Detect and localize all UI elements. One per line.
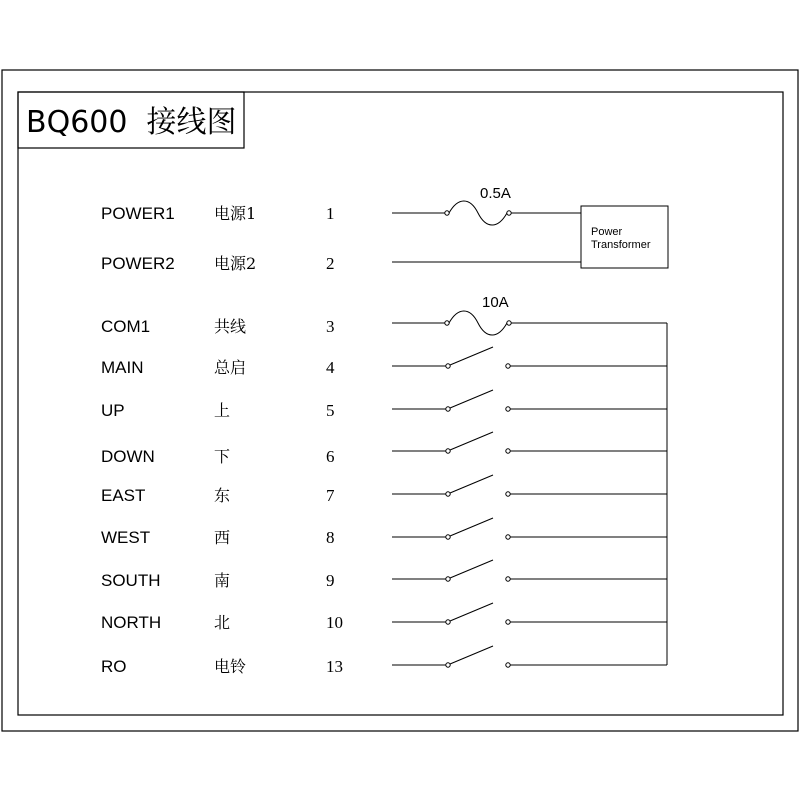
- terminal-name-north: NORTH: [101, 613, 162, 632]
- switch-contact-right: [506, 535, 510, 539]
- terminal-name-com1: COM1: [101, 317, 151, 336]
- switch-contact-left: [446, 449, 450, 453]
- com-section: [392, 294, 667, 665]
- switch-contact-right: [506, 663, 510, 667]
- terminal-num-up: 5: [326, 401, 335, 420]
- switch-contact-right: [506, 449, 510, 453]
- switch-contact-left: [446, 407, 450, 411]
- switch-contact-right: [506, 620, 510, 624]
- terminal-cn-power1: 电源1: [214, 204, 257, 223]
- terminal-num-com1: 3: [326, 317, 335, 336]
- terminal-name-south: SOUTH: [101, 571, 161, 590]
- transformer-label-line1: Power: [591, 226, 623, 238]
- terminal-cn-power2: 电源2: [214, 254, 257, 273]
- switch-contact-left: [446, 535, 450, 539]
- terminal-cn-up: 上: [214, 401, 231, 420]
- switch-blade: [450, 560, 493, 578]
- switch-blade: [450, 347, 493, 365]
- terminal-name-down: DOWN: [101, 447, 155, 466]
- terminal-labels: [101, 204, 343, 676]
- terminal-cn-south: 南: [214, 571, 231, 590]
- terminal-name-west: WEST: [101, 528, 151, 547]
- terminal-name-main: MAIN: [101, 358, 144, 377]
- switch-contact-left: [446, 577, 450, 581]
- switch-contact-right: [506, 364, 510, 368]
- terminal-num-north: 10: [326, 613, 343, 632]
- switch-blade: [450, 603, 493, 621]
- switch-north: [392, 603, 667, 624]
- terminal-num-south: 9: [326, 571, 335, 590]
- terminal-cn-west: 西: [214, 528, 231, 547]
- terminal-num-east: 7: [326, 486, 335, 505]
- switch-contact-right: [506, 577, 510, 581]
- switch-contact-right: [506, 492, 510, 496]
- terminal-num-main: 4: [326, 358, 335, 377]
- terminal-cn-com1: 共线: [214, 317, 247, 336]
- terminal-cn-north: 北: [214, 613, 231, 632]
- switch-east: [392, 475, 667, 496]
- power-section: [392, 185, 668, 268]
- terminal-num-down: 6: [326, 447, 335, 466]
- switch-contact-left: [446, 663, 450, 667]
- switch-down: [392, 432, 667, 453]
- switch-south: [392, 560, 667, 581]
- terminal-name-east: EAST: [101, 486, 146, 505]
- switch-blade: [450, 432, 493, 450]
- terminal-name-up: UP: [101, 401, 125, 420]
- switch-contact-right: [506, 407, 510, 411]
- switch-main: [392, 347, 667, 368]
- terminal-num-ro: 13: [326, 657, 343, 676]
- power-fuse-rating: 0.5A: [480, 185, 511, 202]
- switch-blade: [450, 390, 493, 408]
- switch-west: [392, 518, 667, 539]
- terminal-num-power1: 1: [326, 204, 335, 223]
- power-fuse: [449, 201, 507, 225]
- fuse-terminal-left: [445, 211, 449, 215]
- terminal-name-ro: RO: [101, 657, 127, 676]
- terminal-cn-east: 东: [214, 486, 231, 505]
- terminal-cn-down: 下: [214, 447, 231, 466]
- terminal-name-power2: POWER2: [101, 254, 175, 273]
- switch-rows: [392, 347, 667, 667]
- switch-contact-left: [446, 492, 450, 496]
- com-fuse: [449, 311, 507, 335]
- switch-blade: [450, 646, 493, 664]
- switch-contact-left: [446, 620, 450, 624]
- com-fuse-terminal-right: [507, 321, 511, 325]
- transformer-label-line2: Transformer: [591, 239, 651, 251]
- diagram-title: BQ600 接线图: [26, 105, 237, 140]
- terminal-num-west: 8: [326, 528, 335, 547]
- terminal-name-power1: POWER1: [101, 204, 175, 223]
- com-fuse-terminal-left: [445, 321, 449, 325]
- com-fuse-rating: 10A: [482, 294, 509, 311]
- terminal-cn-ro: 电铃: [214, 657, 247, 676]
- switch-ro: [392, 646, 667, 667]
- switch-blade: [450, 518, 493, 536]
- switch-contact-left: [446, 364, 450, 368]
- fuse-terminal-right: [507, 211, 511, 215]
- switch-up: [392, 390, 667, 411]
- switch-blade: [450, 475, 493, 493]
- terminal-cn-main: 总启: [214, 358, 247, 377]
- terminal-num-power2: 2: [326, 254, 335, 273]
